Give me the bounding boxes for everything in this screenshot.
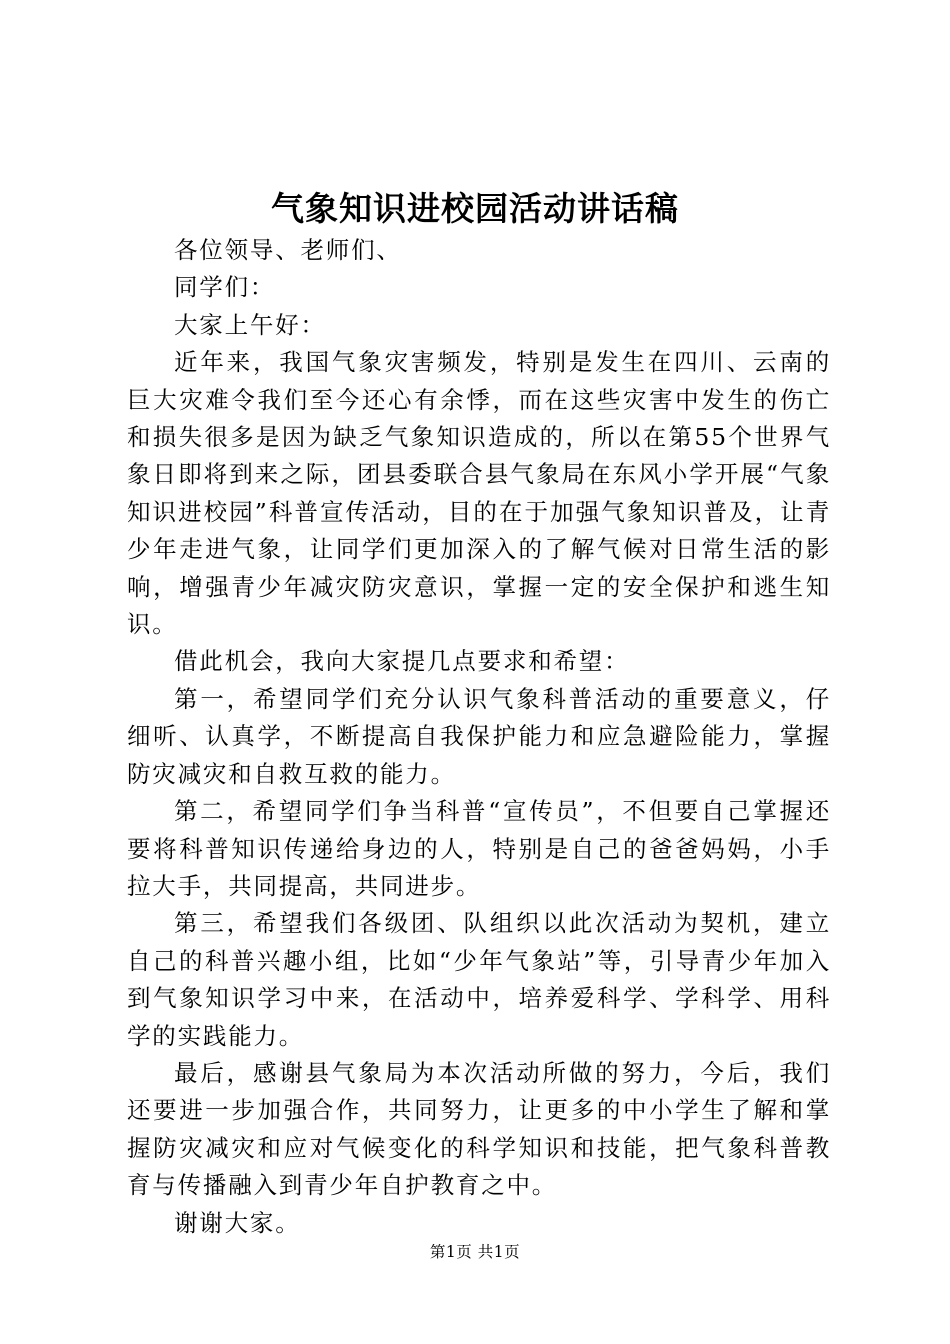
document-body <box>127 232 831 1242</box>
paragraph-requests: 借此机会，我向大家提几点要求和希望： <box>174 647 630 676</box>
paragraph-finally: 最后，感谢县气象局为本次活动所做的努力，今后，我们还要进一步加强合作，共同努力，让更多的中小学生了解和掌握防灾减灾和应对气候变化的科学知识和技能，把气象科普教育与传播融入到青少年自护教育之中。 <box>127 1058 831 1200</box>
paragraph-second: 第二，希望同学们争当科普“宣传员”，不但要自己掌握还要将科普知识传递给身边的人，特别是自己的爸爸妈妈，小手拉大手，共同提高，共同进步。 <box>127 797 831 900</box>
salutation-line-2: 同学们： <box>174 273 276 302</box>
salutation-line-1: 各位领导、老师们、 <box>174 236 402 264</box>
closing-line: 谢谢大家。 <box>174 1208 301 1237</box>
document-title: 气象知识进校园活动讲话稿 <box>271 189 679 228</box>
page-footer: 第1页 共1页 <box>429 1243 521 1261</box>
greeting-line: 大家上午好： <box>174 310 326 339</box>
paragraph-intro: 近年来，我国气象灾害频发，特别是发生在四川、云南的巨大灾难令我们至今还心有余悸，而在这些灾害中发生的伤亡和损失很多是因为缺乏气象知识造成的，所以在第55个世界气象日即将到来之际，团县委联合县气象局在东风小学开展“气象知识进校园”科普宣传活动，目的在于加强气象知识普及，让青少年走进气象，让同学们更加深入的了解气候对日常生活的影响，增强青少年减灾防灾意识，掌握一定的安全保护和逃生知识。 <box>127 348 831 639</box>
paragraph-third: 第三，希望我们各级团、队组织以此次活动为契机，建立自己的科普兴趣小组，比如“少年气象站”等，引导青少年加入到气象知识学习中来，在活动中，培养爱科学、学科学、用科学的实践能力。 <box>127 909 831 1050</box>
paragraph-first: 第一，希望同学们充分认识气象科普活动的重要意义，仔细听、认真学，不断提高自我保护能力和应急避险能力，掌握防灾减灾和自救互救的能力。 <box>127 684 831 788</box>
